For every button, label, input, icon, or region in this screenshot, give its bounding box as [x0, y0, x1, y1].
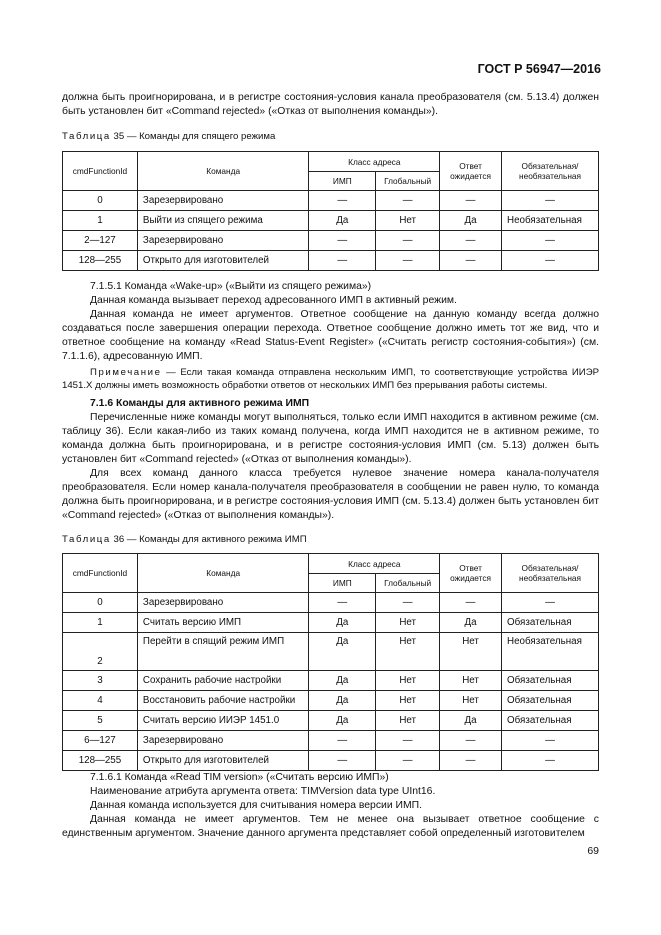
- cell-imp: —: [309, 231, 376, 251]
- cell-global: Нет: [376, 633, 440, 671]
- cell-global: Нет: [376, 691, 440, 711]
- col-header-command: Команда: [137, 152, 309, 191]
- cell-imp: Да: [309, 671, 376, 691]
- section-7151-heading: 7.1.5.1 Команда «Wake-up» («Выйти из спящего режима»): [90, 281, 372, 292]
- col-header-global: Глобальный: [376, 574, 440, 593]
- cell-command: Зарезервировано: [137, 731, 309, 751]
- cell-id: 0: [63, 593, 138, 613]
- section-7151-p2: Данная команда не имеет аргументов. Ответное сообщение на данную команду всегда должно создаваться после завершения операции перехода. Ответное сообщение должно иметь тот же вид, что и ответное сообщение на команду «Read Status-Event Register» («Считать регистр состояния-события») (см. 7.1.1.6), адресованную ИМП.: [62, 309, 599, 362]
- intro-text: должна быть проигнорирована, и в регистре состояния-условия канала преобразователя (см. 5.13.4) должен быть установлен бит «Command rejected» («Отказ от выполнения команды»).: [62, 92, 599, 117]
- table-row: [63, 231, 599, 251]
- cell-required: —: [502, 251, 599, 271]
- col-header-address-class: Класс адреса: [309, 152, 440, 172]
- cell-command: Считать версию ИИЭР 1451.0: [137, 711, 309, 731]
- col-header-reply: Ответ ожидается: [440, 554, 502, 593]
- section-716: [62, 397, 599, 523]
- col-header-imp: ИМП: [309, 172, 376, 191]
- cell-id: 5: [63, 711, 138, 731]
- section-7161-p1: Наименование атрибута аргумента ответа: TIMVersion data type UInt16.: [90, 786, 436, 797]
- table-row: [63, 613, 599, 633]
- cell-required: Обязательная: [502, 671, 599, 691]
- table-36-caption-text: 36 — Команды для активного режима ИМП: [110, 534, 307, 545]
- col-header-required: Обязательная/ необязательная: [502, 554, 599, 593]
- cell-imp: —: [309, 191, 376, 211]
- cell-required: Обязательная: [502, 711, 599, 731]
- table-36: [62, 553, 599, 771]
- cell-global: —: [376, 251, 440, 271]
- table-row: [63, 211, 599, 231]
- cell-imp: Да: [309, 633, 376, 671]
- cell-reply: —: [440, 751, 502, 771]
- cell-reply: Да: [440, 613, 502, 633]
- cell-required: Обязательная: [502, 691, 599, 711]
- table-row: [63, 251, 599, 271]
- cell-command: Перейти в спящий режим ИМП: [137, 633, 309, 671]
- section-7161-p2: Данная команда используется для считывания номера версии ИМП.: [90, 800, 422, 811]
- cell-required: —: [502, 731, 599, 751]
- section-7151: [62, 280, 599, 364]
- note: [62, 366, 599, 392]
- section-7161-heading: 7.1.6.1 Команда «Read TIM version» («Считать версию ИМП»): [90, 772, 389, 783]
- cell-reply: Нет: [440, 671, 502, 691]
- cell-reply: —: [440, 191, 502, 211]
- col-header-required: Обязательная/ необязательная: [502, 152, 599, 191]
- section-7161: [62, 771, 599, 841]
- page-number: 69: [587, 845, 599, 857]
- cell-global: —: [376, 191, 440, 211]
- col-header-id: cmdFunctionId: [63, 152, 138, 191]
- cell-imp: Да: [309, 211, 376, 231]
- table-row: [63, 191, 599, 211]
- col-header-id: cmdFunctionId: [63, 554, 138, 593]
- table-row: [63, 691, 599, 711]
- table-row: [63, 751, 599, 771]
- col-header-imp: ИМП: [309, 574, 376, 593]
- cell-reply: Нет: [440, 633, 502, 671]
- table-35-caption-text: 35 — Команды для спящего режима: [110, 131, 276, 142]
- note-label: Примечание: [90, 367, 162, 378]
- cell-global: Нет: [376, 211, 440, 231]
- cell-reply: —: [440, 593, 502, 613]
- cell-command: Восстановить рабочие настройки: [137, 691, 309, 711]
- cell-id: 0: [63, 191, 138, 211]
- cell-reply: —: [440, 251, 502, 271]
- cell-reply: —: [440, 231, 502, 251]
- table-35-caption-label: Таблица: [62, 131, 111, 142]
- table-row: [63, 593, 599, 613]
- cell-global: Нет: [376, 613, 440, 633]
- cell-id: 128—255: [63, 751, 138, 771]
- table-row: [63, 671, 599, 691]
- cell-command: Открыто для изготовителей: [137, 251, 309, 271]
- section-716-p1: Перечисленные ниже команды могут выполняться, только если ИМП находится в активном режиме (см. таблицу 36). Если какая-либо из таких команд получена, когда ИМП находится не в активном режиме, то команда должна быть проигнорирована, и в регистре состояния-условия ИМП (см. 5.13) должен быть установлен бит «Command rejected» («Отказ от выполнения команды»).: [62, 412, 599, 465]
- cell-required: Необязательная: [502, 211, 599, 231]
- table-36-caption-label: Таблица: [62, 534, 111, 545]
- table-row: [63, 633, 599, 671]
- cell-required: —: [502, 231, 599, 251]
- table-row: [63, 731, 599, 751]
- section-7151-p1: Данная команда вызывает переход адресованного ИМП в активный режим.: [90, 295, 457, 306]
- cell-required: Необязательная: [502, 633, 599, 671]
- section-716-heading: 7.1.6 Команды для активного режима ИМП: [90, 398, 310, 409]
- cell-global: —: [376, 751, 440, 771]
- cell-command: Зарезервировано: [137, 593, 309, 613]
- cell-imp: —: [309, 251, 376, 271]
- cell-imp: Да: [309, 613, 376, 633]
- col-header-reply: Ответ ожидается: [440, 152, 502, 191]
- cell-id: 2: [63, 633, 138, 671]
- cell-required: Обязательная: [502, 613, 599, 633]
- section-7161-p3: Данная команда не имеет аргументов. Тем не менее она вызывает ответное сообщение с единственным аргументом. Значение данного аргумента представляет собой определенный изготовителем: [62, 814, 599, 839]
- cell-imp: —: [309, 593, 376, 613]
- cell-id: 1: [63, 613, 138, 633]
- cell-reply: Нет: [440, 691, 502, 711]
- cell-command: Зарезервировано: [137, 231, 309, 251]
- cell-id: 2—127: [63, 231, 138, 251]
- cell-required: —: [502, 593, 599, 613]
- cell-imp: Да: [309, 691, 376, 711]
- col-header-global: Глобальный: [376, 172, 440, 191]
- intro-paragraph: [62, 91, 599, 119]
- cell-global: —: [376, 593, 440, 613]
- col-header-command: Команда: [137, 554, 309, 593]
- cell-command: Считать версию ИМП: [137, 613, 309, 633]
- cell-command: Открыто для изготовителей: [137, 751, 309, 771]
- cell-imp: —: [309, 751, 376, 771]
- cell-imp: Да: [309, 711, 376, 731]
- note-text: — Если такая команда отправлена нескольким ИМП, то соответствующие устройства ИИЭР 1451.X должны иметь возможность обработки ответов от нескольких ИМП без прерывания работы системы.: [62, 367, 599, 391]
- cell-reply: —: [440, 731, 502, 751]
- cell-reply: Да: [440, 211, 502, 231]
- cell-reply: Да: [440, 711, 502, 731]
- cell-required: —: [502, 751, 599, 771]
- cell-id: 3: [63, 671, 138, 691]
- cell-required: —: [502, 191, 599, 211]
- table-36-caption: [62, 534, 307, 545]
- cell-global: —: [376, 231, 440, 251]
- cell-command: Зарезервировано: [137, 191, 309, 211]
- table-35-caption: [62, 131, 275, 142]
- cell-id: 128—255: [63, 251, 138, 271]
- section-716-p2: Для всех команд данного класса требуется нулевое значение номера канала-получателя преобразователя. Если номер канала-получателя преобразователя в сообщении не равен нулю, то команда должна быть проигнорирована, и в регистре состояния-условия ИМП (см. 5.13.4) должен быть установлен бит «Command rejected» («Отказ от выполнения команды»).: [62, 468, 599, 521]
- cell-imp: —: [309, 731, 376, 751]
- cell-id: 1: [63, 211, 138, 231]
- cell-id: 6—127: [63, 731, 138, 751]
- cell-global: Нет: [376, 711, 440, 731]
- standard-header: ГОСТ Р 56947—2016: [477, 62, 601, 76]
- cell-global: —: [376, 731, 440, 751]
- cell-command: Сохранить рабочие настройки: [137, 671, 309, 691]
- cell-id: 4: [63, 691, 138, 711]
- table-row: [63, 711, 599, 731]
- col-header-address-class: Класс адреса: [309, 554, 440, 574]
- cell-command: Выйти из спящего режима: [137, 211, 309, 231]
- cell-global: Нет: [376, 671, 440, 691]
- table-35: [62, 151, 599, 271]
